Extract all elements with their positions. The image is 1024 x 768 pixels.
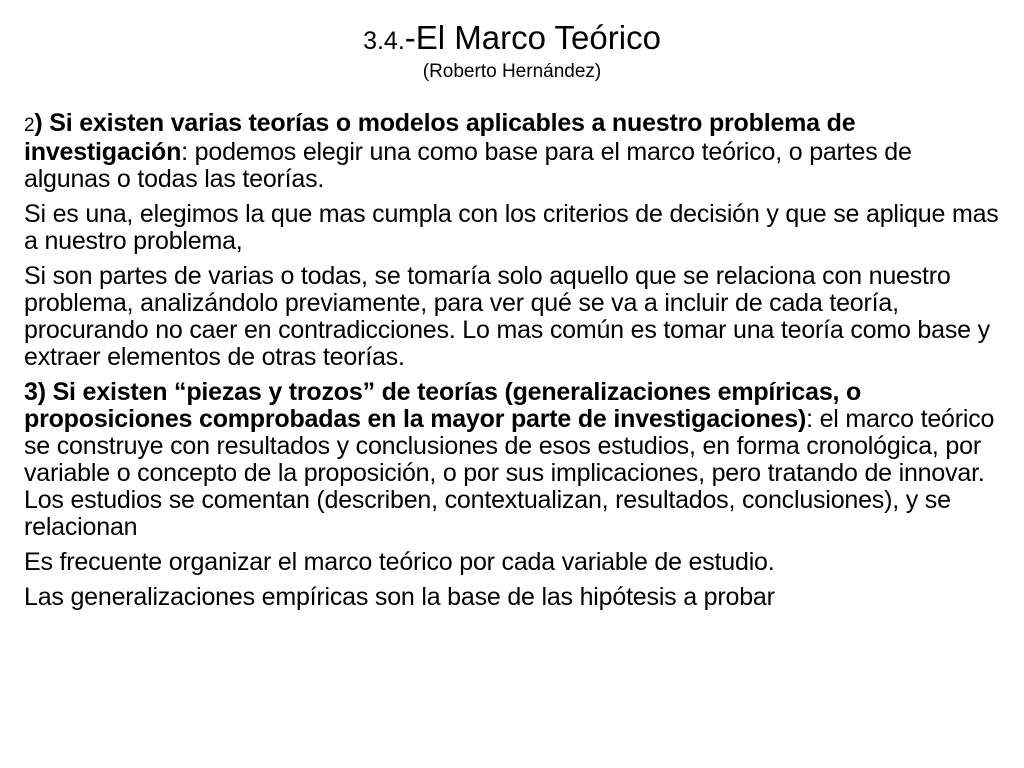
- title-text: -El Marco Teórico: [404, 19, 661, 56]
- paragraph-single-theory: Si es una, elegimos la que mas cumpla con los criterios de decisión y que se aplique mas a nuestro problema,: [24, 200, 999, 255]
- slide-subtitle: (Roberto Hernández): [422, 61, 602, 82]
- title-number: 3.4.: [363, 27, 405, 55]
- slide-body: [24, 110, 1004, 619]
- paragraph-bold-text: ) Si existen varias teorías o modelos aplicables a nuestro problema de investigación: [24, 109, 856, 166]
- paragraph-bold-text: 3) Si existen “piezas y trozos” de teorías (generalizaciones empíricas, o proposiciones comprobadas en la mayor parte de investigaciones): [24, 378, 862, 433]
- paragraph-text: : podemos elegir una como base para el marco teórico, o partes de algunas o todas las teorías.: [24, 138, 912, 193]
- paragraph-option-2: [24, 110, 1004, 193]
- paragraph-multiple-theories: Si son partes de varias o todas, se tomaría solo aquello que se relaciona con nuestro problema, analizándolo previamente, para ver qué se va a incluir de cada teoría, procurando no caer en contradicciones. Lo mas común es tomar una teoría como base y extraer elementos de otras teorías.: [24, 262, 990, 371]
- paragraph-number: 2: [24, 115, 35, 136]
- paragraph-text: : el marco teórico se construye con resultados y conclusiones de esos estudios, en forma cronológica, por variable o concepto de la proposición, o por sus implicaciones, pero tratando de innovar. Los estudios se comentan (describen, contextualizan, resultados, conclusiones), y se relacionan: [24, 405, 995, 541]
- title-block: [0, 18, 1024, 83]
- slide-title: [0, 18, 1024, 61]
- paragraph-option-3: [24, 379, 1004, 541]
- paragraph-generalizations: Las generalizaciones empíricas son la base de las hipótesis a probar: [24, 583, 775, 611]
- paragraph-organize-by-variable: Es frecuente organizar el marco teórico por cada variable de estudio.: [24, 548, 775, 576]
